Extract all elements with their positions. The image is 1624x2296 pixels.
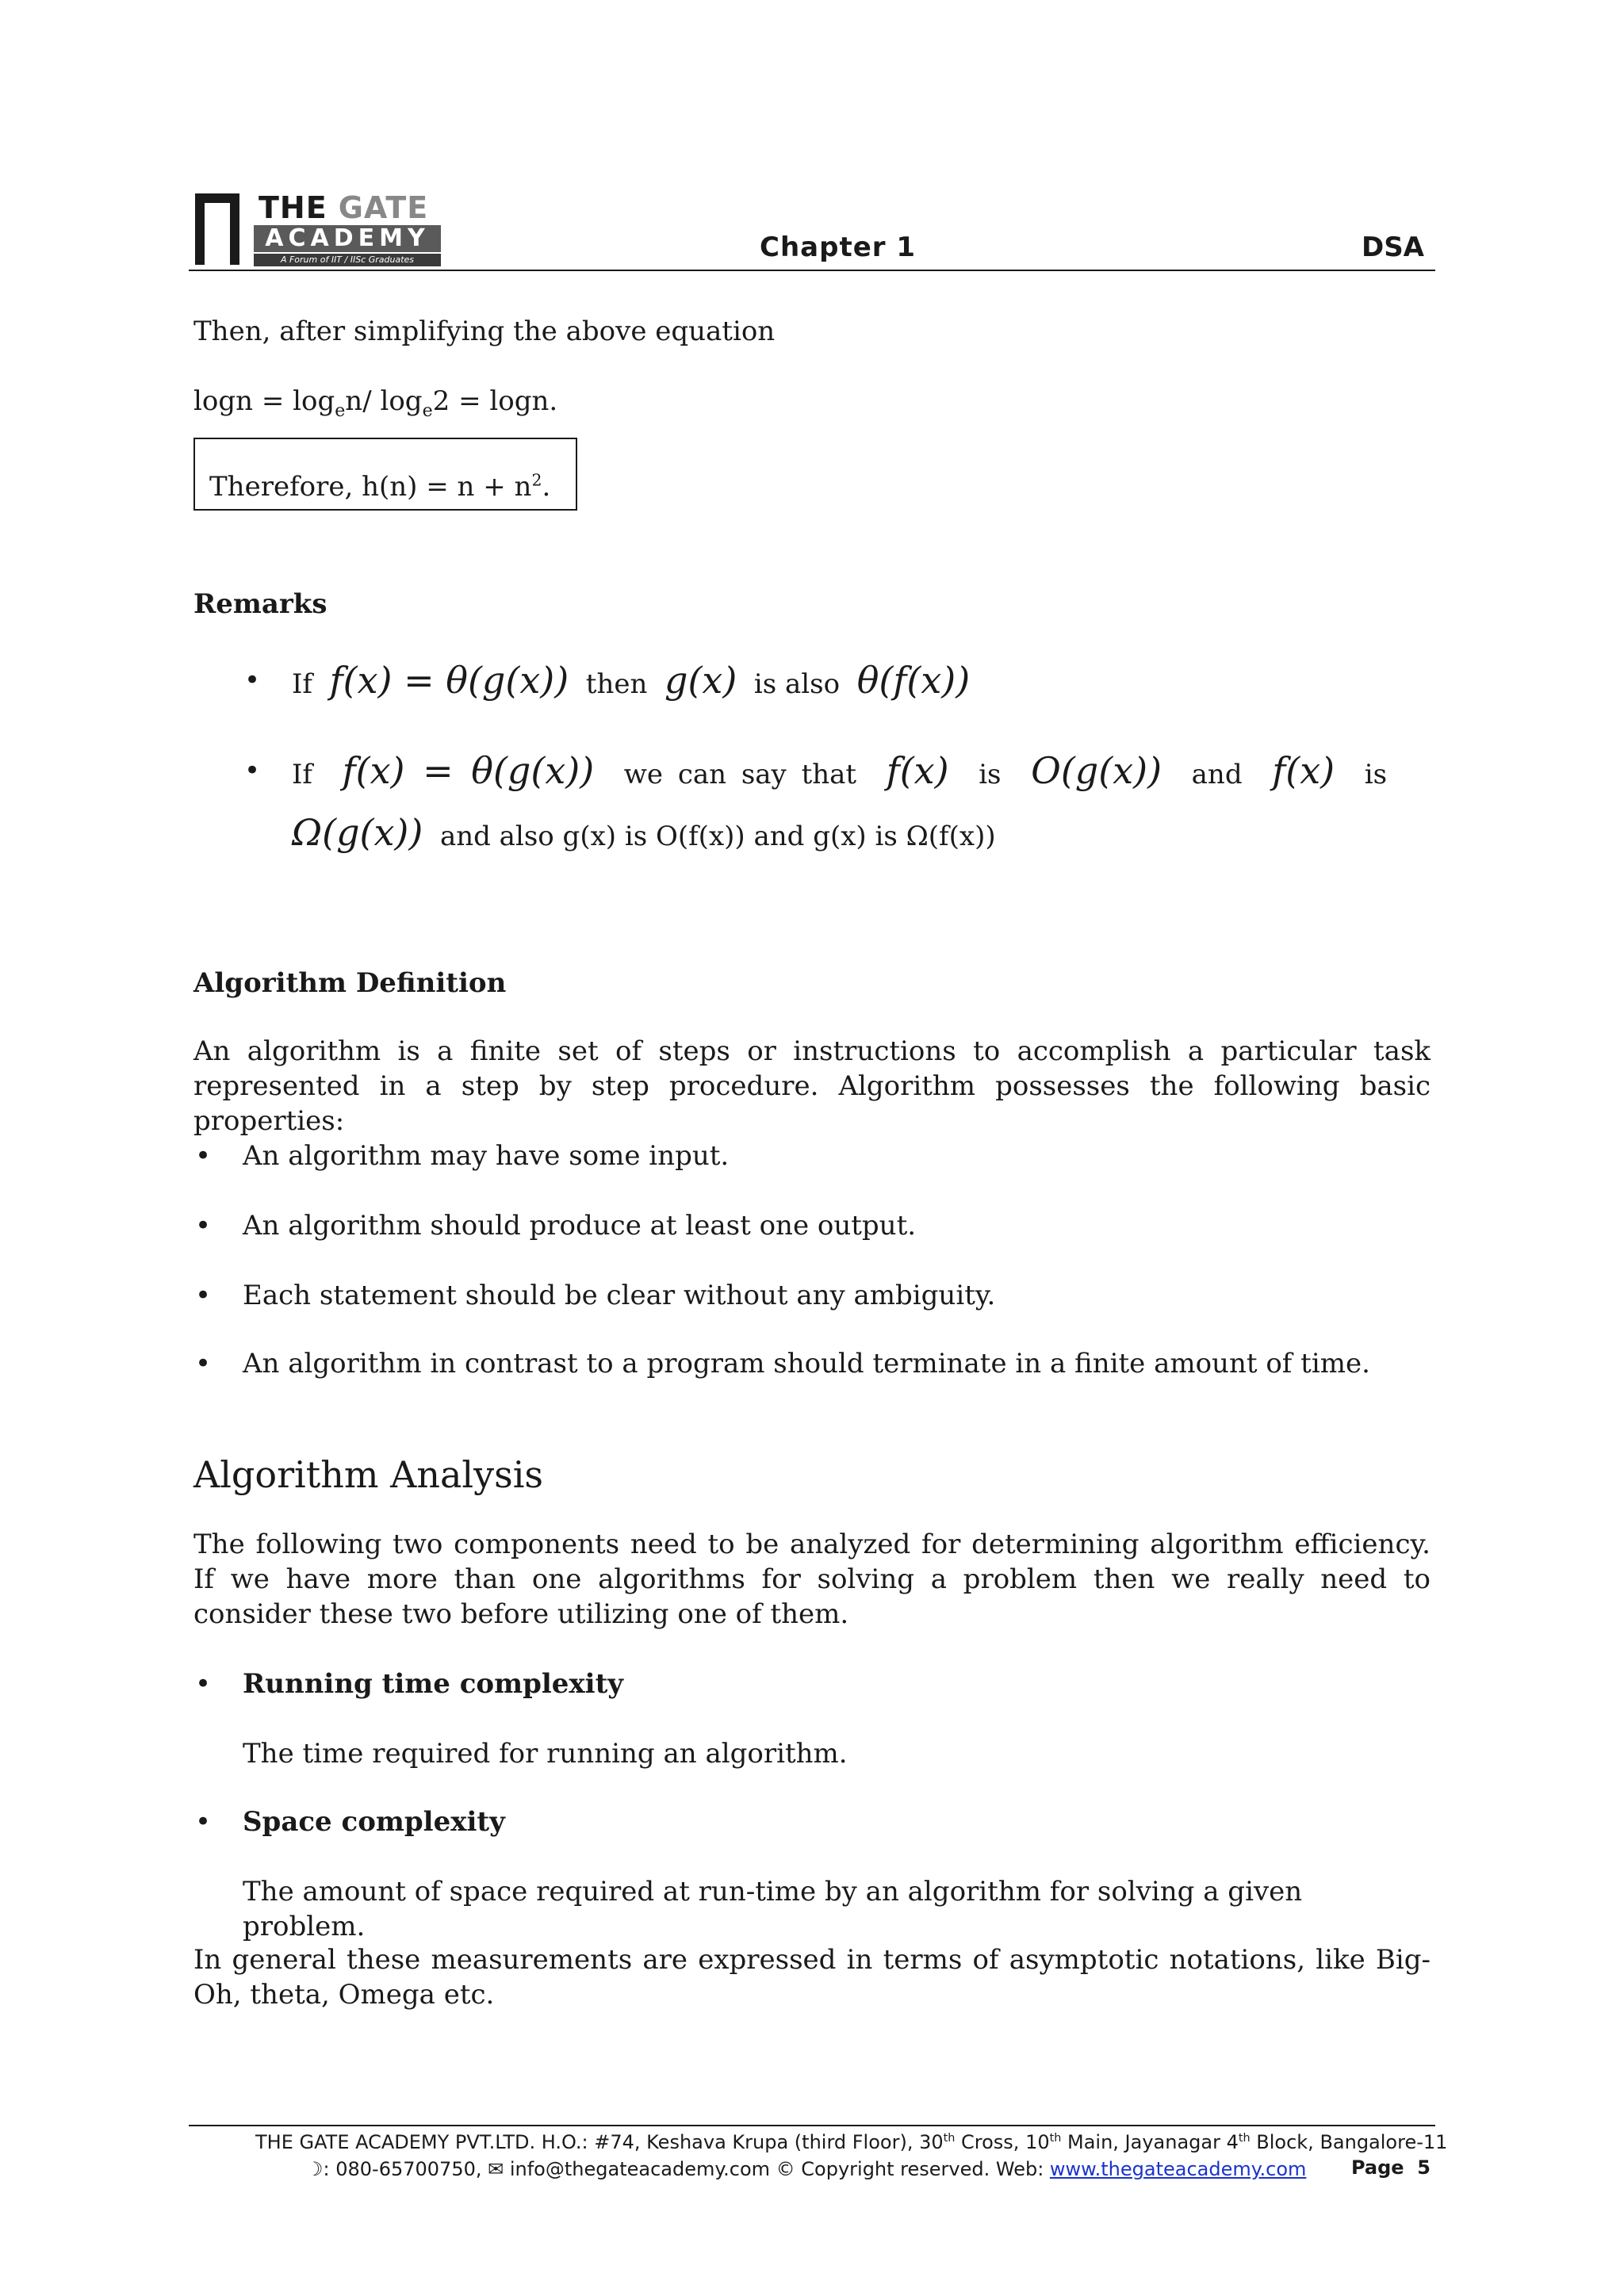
remark-1: If f(x) = θ(g(x)) then g(x) is also θ(f(x))	[292, 659, 971, 702]
header-divider	[189, 270, 1435, 271]
bullet-icon: •	[195, 1806, 212, 1838]
definition-item-1: An algorithm may have some input.	[243, 1140, 730, 1172]
analysis-heading: Algorithm Analysis	[193, 1453, 544, 1496]
definition-item-3: Each statement should be clear without any ambiguity.	[243, 1280, 996, 1311]
logo-bracket-icon	[195, 193, 239, 265]
footer-divider	[189, 2125, 1435, 2126]
remarks-heading: Remarks	[193, 588, 327, 620]
analysis-closing: In general these measurements are expressed in terms of asymptotic notations, like Big-Oh, theta, Omega etc.	[193, 1944, 1431, 2011]
footer-contact: ☽: 080-65700750, ✉ info@thegateacademy.com © Copyright reserved. Web: www.thegateacademy.com	[306, 2158, 1307, 2180]
gate-academy-logo	[195, 190, 441, 266]
running-time-title: Running time complexity	[243, 1668, 624, 1700]
header-chapter: Chapter 1	[760, 232, 917, 263]
footer-website-link[interactable]: www.thegateacademy.com	[1049, 2158, 1307, 2180]
bullet-icon: •	[195, 1668, 212, 1700]
logo-gate: GATE	[338, 190, 429, 225]
definition-item-2: An algorithm should produce at least one output.	[243, 1210, 917, 1242]
bullet-icon: •	[244, 755, 261, 786]
header-subject: DSA	[1361, 232, 1424, 263]
running-time-desc: The time required for running an algorithm.	[243, 1738, 848, 1770]
footer-address: THE GATE ACADEMY PVT.LTD. H.O.: #74, Keshava Krupa (third Floor), 30th Cross, 10th Main, Jayanagar 4th Block, Bangalore-11	[255, 2131, 1448, 2153]
bullet-icon: •	[195, 1348, 212, 1380]
bullet-icon: •	[195, 1280, 212, 1311]
definition-item-4: An algorithm in contrast to a program should terminate in a finite amount of time.	[243, 1348, 1370, 1380]
bullet-icon: •	[195, 1140, 212, 1172]
logo-the: THE	[259, 190, 327, 225]
definition-heading: Algorithm Definition	[193, 967, 507, 999]
page-number: Page 5	[1350, 2156, 1431, 2179]
analysis-paragraph: The following two components need to be analyzed for determining algorithm efficiency. If we have more than one algorithms for solving a problem then we really need to consider these two before utilizing one of them.	[193, 1529, 1431, 1630]
remark-2-line-1: If f(x) = θ(g(x)) we can say that f(x) is O(g(x)) and f(x) is	[292, 749, 1388, 792]
definition-paragraph: An algorithm is a finite set of steps or instructions to accomplish a particular task represented in a step by step procedure. Algorithm possesses the following basic properties:	[193, 1035, 1431, 1137]
logo-academy: ACADEMY	[254, 225, 441, 252]
remark-2-line-2: Ω(g(x)) and also g(x) is O(f(x)) and g(x) is Ω(f(x))	[292, 811, 996, 854]
logo-tagline: A Forum of IIT / IISc Graduates	[254, 254, 441, 266]
result-box	[193, 438, 577, 511]
bullet-icon: •	[244, 664, 261, 696]
space-complexity-desc: The amount of space required at run-time by an algorithm for solving a given problem.	[243, 1876, 1303, 1942]
space-complexity-title: Space complexity	[243, 1806, 505, 1838]
intro-line-1: Then, after simplifying the above equation	[193, 316, 776, 347]
result-box-text: Therefore, $h(n) = n + n^2$.	[209, 470, 551, 503]
bullet-icon: •	[195, 1210, 212, 1242]
intro-line-2: $\log n = \log_en/$ $\log_e2 = \log n$.	[193, 385, 558, 421]
